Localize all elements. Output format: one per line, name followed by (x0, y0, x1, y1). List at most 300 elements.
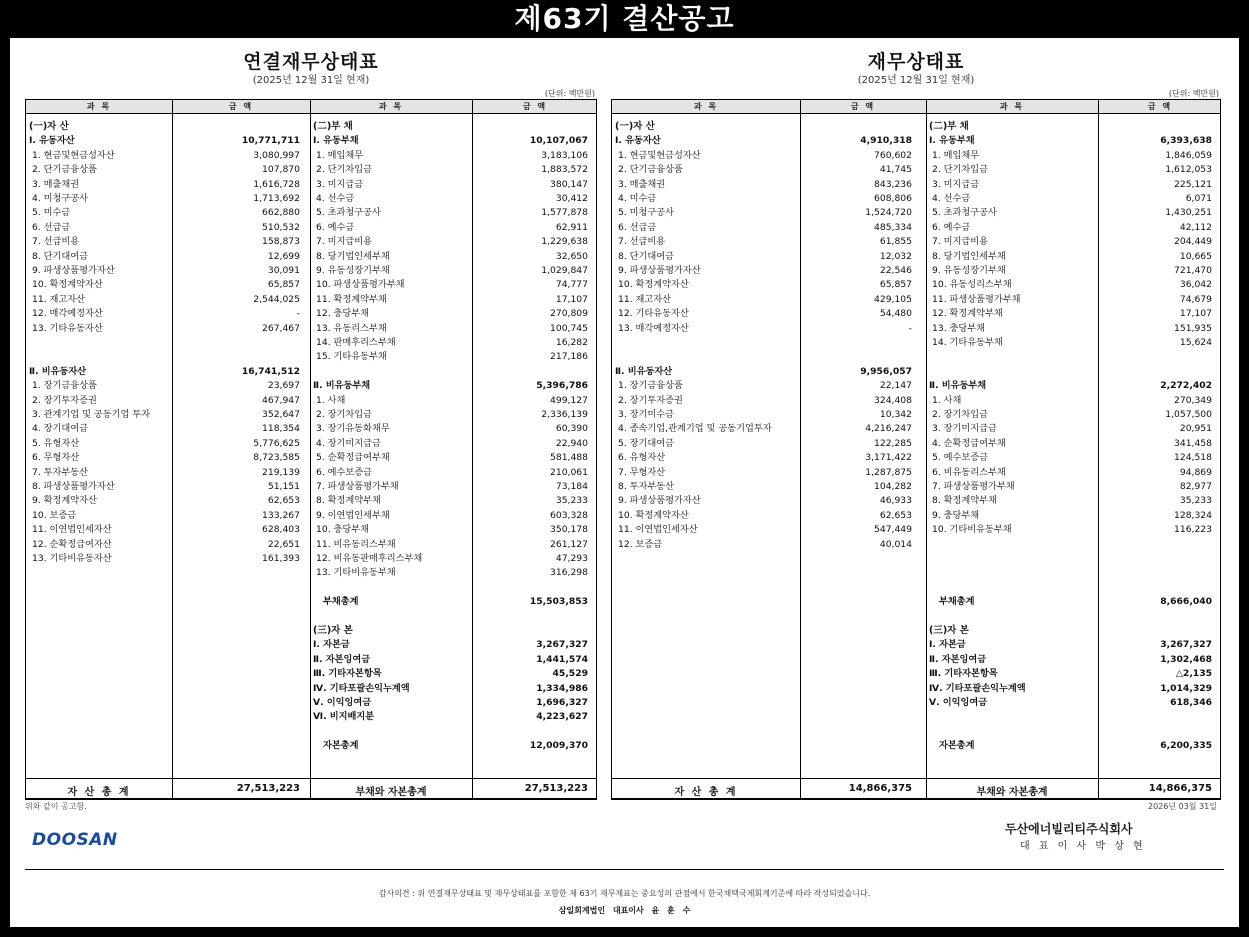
line-item-amount: 2,336,139 (541, 409, 588, 420)
column-divider (472, 779, 473, 799)
line-item-label: 4. 순확정급여부채 (932, 437, 1006, 449)
line-item-label: 7. 파생상품평가부채 (932, 481, 1015, 492)
line-item-label: 1. 장기금융상품 (618, 380, 683, 392)
line-item-label: 9. 충당부채 (932, 509, 980, 521)
line-item-label: 5. 순확정급여부채 (316, 452, 390, 464)
total-assets-label: 자 산 총 계 (67, 787, 131, 798)
line-item-label: Ⅱ. 자본잉여금 (929, 653, 987, 665)
line-item-label: 7. 투자부동산 (32, 466, 89, 478)
line-item-amount: 22,940 (555, 437, 588, 449)
line-item-label: 3. 장기미지급금 (932, 423, 997, 435)
line-item-amount: 22,651 (267, 538, 300, 550)
line-item-label: 1. 현금및현금성자산 (618, 149, 701, 161)
line-item-amount: 65,857 (267, 279, 300, 291)
line-item-amount: 151,935 (1174, 322, 1212, 334)
line-item-label: Ⅴ. 이익잉여금 (313, 697, 372, 708)
line-item-amount: 42,112 (1179, 221, 1212, 233)
total-liab-equity-label: 부채와 자본총계 (976, 787, 1048, 798)
line-item-amount: 9,956,057 (860, 365, 912, 377)
line-item-amount: 8,666,040 (1160, 596, 1212, 608)
line-item-amount: 5,396,786 (536, 380, 588, 392)
line-item-amount: 485,334 (874, 221, 912, 233)
line-item-amount: 1,524,720 (865, 207, 912, 219)
line-item-amount: 1,713,692 (253, 193, 300, 204)
line-item-label: 1. 장기금융상품 (32, 380, 97, 392)
line-item-label: 7. 미지급비용 (316, 236, 373, 248)
line-item-amount: 36,042 (1179, 279, 1212, 291)
line-item-amount: 122,285 (874, 437, 912, 449)
line-item-amount: 219,139 (262, 466, 300, 478)
line-item-label: Ⅰ. 자본금 (929, 639, 966, 651)
notice-date: 2026년 03월 31일 (1148, 802, 1217, 811)
line-item-amount: 499,127 (550, 394, 588, 406)
line-item-amount: 267,467 (262, 322, 300, 334)
line-item-amount: 547,449 (874, 524, 912, 536)
line-item-label: Ⅱ. 비유동자산 (29, 365, 87, 377)
line-item-label: 4. 미수금 (618, 193, 657, 204)
audit-opinion: 감사의견 : 위 연결재무상태표 및 재무상태표를 포함한 제 63기 재무제표는 중요성의 관점에서 한국채택국제회계기준에 따라 작성되었습니다. (378, 889, 871, 898)
line-item-label: Ⅱ. 자본잉여금 (313, 653, 371, 665)
separate-table (611, 99, 1221, 799)
subtotal-label: 자본총계 (939, 740, 975, 752)
line-item-amount: 510,532 (262, 221, 300, 233)
line-item-label: 11. 비유동리스부채 (316, 538, 396, 550)
line-item-amount: 1,014,329 (1160, 682, 1212, 694)
line-item-amount: 618,346 (1170, 697, 1212, 708)
line-item-amount: 324,408 (874, 394, 912, 406)
line-item-amount: 15,624 (1179, 337, 1212, 348)
line-item-amount: 204,449 (1174, 236, 1212, 248)
line-item-amount: 12,009,370 (529, 740, 588, 752)
line-item-label: 6. 예수보증금 (316, 466, 373, 478)
line-item-amount: - (908, 322, 912, 334)
line-item-amount: 341,458 (1174, 437, 1212, 449)
doosan-logo: DOOSAN (32, 830, 118, 850)
line-item-amount: 1,029,847 (541, 265, 588, 276)
line-item-amount: 74,679 (1179, 293, 1212, 305)
line-item-label: 12. 보증금 (618, 538, 663, 550)
line-item-label: 13. 기타비유동부채 (316, 567, 396, 579)
line-item-amount: 316,298 (550, 567, 588, 579)
separate-total-row (611, 778, 1221, 800)
line-item-label: Ⅰ. 유동부채 (929, 135, 975, 147)
line-item-label: 7. 파생상품평가부채 (316, 481, 399, 492)
line-item-label: 8. 단기대여금 (32, 250, 89, 262)
column-divider (926, 100, 927, 798)
line-item-amount: 128,324 (1174, 509, 1212, 521)
line-item-label: 6. 선급금 (618, 221, 657, 233)
separate-title: 재무상태표 (867, 51, 965, 73)
line-item-amount: 1,696,327 (536, 697, 588, 708)
line-item-amount: 82,977 (1179, 481, 1212, 492)
line-item-label: 5. 미수금 (32, 207, 71, 219)
total-liab-equity-label: 부채와 자본총계 (355, 787, 427, 798)
line-item-amount: 30,091 (267, 265, 300, 276)
line-item-amount: 1,441,574 (536, 653, 588, 665)
line-item-amount: 133,267 (262, 509, 300, 521)
consolidated-date: (2025년 12월 31일 현재) (252, 75, 370, 86)
subtotal-label: 부채총계 (939, 596, 975, 608)
line-item-label: 11. 재고자산 (32, 293, 86, 305)
separate-table-header (612, 100, 1220, 114)
header-amount-label: 금 액 (850, 102, 876, 111)
line-item-amount: 62,653 (267, 495, 300, 507)
line-item-amount: 217,186 (550, 351, 588, 363)
line-item-label: 7. 무형자산 (618, 466, 666, 478)
line-item-label: Ⅰ. 유동부채 (313, 135, 359, 147)
line-item-amount: 22,546 (879, 265, 912, 276)
line-item-amount: 54,480 (879, 308, 912, 320)
subtotal-label: 부채총계 (323, 596, 359, 608)
column-divider (800, 779, 801, 799)
line-item-amount: 40,014 (879, 538, 912, 550)
column-divider (1098, 779, 1099, 799)
total-assets-value: 27,513,223 (236, 783, 300, 794)
line-item-label: 3. 매출채권 (618, 178, 666, 190)
line-item-label: 8. 투자부동산 (618, 481, 675, 492)
line-item-amount: 3,183,106 (541, 149, 588, 161)
section-heading: (二)부 채 (313, 121, 353, 132)
line-item-label: 7. 선급비용 (618, 236, 666, 248)
section-heading: (一)자 산 (615, 121, 655, 132)
line-item-label: 9. 파생상품평가자산 (32, 265, 115, 276)
line-item-label: 3. 장기유동화채무 (316, 423, 390, 435)
line-item-label: 8. 확정계약부채 (316, 495, 381, 507)
line-item-label: 2. 단기금융상품 (32, 164, 97, 176)
line-item-amount: 161,393 (262, 553, 300, 564)
consolidated-title: 연결재무상태표 (243, 51, 379, 73)
line-item-amount: 608,806 (874, 193, 912, 204)
line-item-label: 11. 파생상품평가부채 (932, 293, 1021, 305)
line-item-label: 1. 사채 (932, 394, 962, 406)
line-item-label: 8. 확정계약부채 (932, 495, 997, 507)
line-item-label: 11. 확정계약부채 (316, 293, 387, 305)
line-item-amount: 1,612,053 (1165, 164, 1212, 176)
column-divider (310, 100, 311, 798)
line-item-amount: 721,470 (1174, 265, 1212, 276)
section-heading: (三)자 본 (929, 625, 969, 636)
line-item-label: 15. 기타유동부채 (316, 351, 387, 363)
line-item-amount: 10,107,067 (529, 135, 588, 147)
line-item-label: 7. 선급비용 (32, 236, 80, 248)
line-item-amount: 581,488 (550, 452, 588, 464)
line-item-label: 10. 확정계약자산 (618, 509, 689, 521)
line-item-label: 4. 장기미지급금 (316, 437, 381, 449)
line-item-label: 5. 예수보증금 (932, 452, 989, 464)
line-item-label: 6. 비유동리스부채 (932, 466, 1006, 478)
line-item-label: 9. 파생상품평가자산 (618, 265, 701, 276)
section-heading: (二)부 채 (929, 121, 969, 132)
line-item-label: 3. 장기미수금 (618, 409, 675, 420)
line-item-amount: △2,135 (1175, 668, 1212, 680)
line-item-amount: 4,223,627 (536, 711, 588, 723)
line-item-label: 6. 무형자산 (32, 452, 80, 464)
line-item-amount: 3,171,422 (865, 452, 912, 464)
line-item-label: Ⅵ. 비지배지분 (313, 711, 375, 723)
notice-text: 위와 같이 공고함. (25, 802, 87, 811)
line-item-label: Ⅰ. 자본금 (313, 639, 350, 651)
line-item-label: 2. 단기차입금 (932, 164, 989, 176)
line-item-amount: 73,184 (555, 481, 588, 492)
header-item-label: 과 목 (378, 102, 404, 111)
total-assets-label: 자 산 총 계 (674, 787, 738, 798)
line-item-amount: 380,147 (550, 178, 588, 190)
header-item-label: 과 목 (86, 102, 112, 111)
line-item-amount: 8,723,585 (253, 452, 300, 464)
line-item-label: Ⅱ. 비유동부채 (313, 380, 371, 392)
line-item-label: 12. 충당부채 (316, 308, 370, 320)
line-item-label: 10. 보증금 (32, 509, 77, 521)
line-item-label: 1. 현금및현금성자산 (32, 149, 115, 161)
line-item-amount: 6,071 (1185, 193, 1212, 204)
line-item-label: 5. 유형자산 (32, 437, 80, 449)
line-item-label: 2. 장기투자증권 (618, 394, 683, 406)
line-item-label: 6. 선급금 (32, 221, 71, 233)
line-item-amount: 94,869 (1179, 466, 1212, 478)
line-item-label: 3. 관계기업 및 공동기업 투자 (32, 409, 151, 420)
line-item-amount: 1,057,500 (1165, 409, 1212, 420)
line-item-amount: 74,777 (555, 279, 588, 291)
line-item-amount: 158,873 (262, 236, 300, 248)
line-item-amount: 1,287,875 (865, 466, 912, 478)
footer-divider (25, 869, 1224, 870)
line-item-amount: 118,354 (262, 423, 300, 435)
line-item-label: 4. 미청구공사 (32, 193, 89, 204)
line-item-label: 3. 미지급금 (316, 178, 364, 190)
line-item-label: Ⅳ. 기타포괄손익누계액 (313, 682, 410, 694)
line-item-amount: 467,947 (262, 394, 300, 406)
announcement-paper (10, 38, 1239, 927)
header-amount-label: 금 액 (1147, 102, 1173, 111)
line-item-label: Ⅲ. 기타자본항목 (929, 668, 998, 680)
line-item-amount: 10,665 (1179, 250, 1212, 262)
line-item-amount: 62,653 (879, 509, 912, 521)
line-item-label: 2. 단기금융상품 (618, 164, 683, 176)
line-item-label: Ⅳ. 기타포괄손익누계액 (929, 682, 1026, 694)
line-item-amount: 6,393,638 (1160, 135, 1212, 147)
column-divider (172, 100, 173, 798)
line-item-label: 6. 예수금 (932, 221, 971, 233)
line-item-amount: 12,699 (267, 250, 300, 262)
line-item-label: 2. 장기차입금 (316, 409, 373, 420)
line-item-amount: 104,282 (874, 481, 912, 492)
line-item-label: Ⅰ. 유동자산 (615, 135, 661, 147)
line-item-label: 8. 당기법인세부채 (932, 250, 1006, 262)
line-item-amount: 10,342 (879, 409, 912, 420)
line-item-amount: 124,518 (1174, 452, 1212, 464)
line-item-amount: 5,776,625 (253, 437, 300, 449)
line-item-amount: 210,061 (550, 466, 588, 478)
line-item-amount: 261,127 (550, 538, 588, 550)
line-item-label: 8. 당기법인세부채 (316, 250, 390, 262)
line-item-label: Ⅱ. 비유동자산 (615, 365, 673, 377)
line-item-amount: 1,302,468 (1160, 653, 1212, 665)
line-item-label: 3. 매출채권 (32, 178, 80, 190)
auditor-signature: 삼일회계법인 대표이사 윤 훈 수 (558, 906, 691, 915)
total-liab-equity-value: 27,513,223 (524, 783, 588, 794)
line-item-label: 12. 기타유동자산 (618, 308, 689, 320)
line-item-label: 14. 기타유동부채 (932, 337, 1003, 348)
total-assets-value: 14,866,375 (848, 783, 912, 794)
header-item-label: 과 목 (693, 102, 719, 111)
line-item-amount: 12,032 (879, 250, 912, 262)
line-item-label: Ⅴ. 이익잉여금 (929, 697, 988, 708)
separate-date: (2025년 12월 31일 현재) (857, 75, 975, 86)
line-item-amount: 1,334,986 (536, 682, 588, 694)
line-item-amount: 760,602 (874, 149, 912, 161)
separate-unit: (단위: 백만원) (1168, 89, 1219, 98)
line-item-amount: 10,771,711 (241, 135, 300, 147)
line-item-label: 9. 파생상품평가자산 (618, 495, 701, 507)
line-item-amount: 23,697 (267, 380, 300, 392)
line-item-amount: 352,647 (262, 409, 300, 420)
company-name: 두산에너빌리티주식회사 (1005, 822, 1133, 836)
line-item-label: 10. 충당부채 (316, 524, 370, 536)
line-item-label: 1. 사채 (316, 394, 346, 406)
line-item-label: 12. 확정계약부채 (932, 308, 1003, 320)
line-item-label: 2. 장기차입금 (932, 409, 989, 420)
line-item-label: 10. 기타비유동부채 (932, 524, 1012, 536)
line-item-label: 10. 확정계약자산 (618, 279, 689, 291)
line-item-label: 13. 기타비유동자산 (32, 553, 112, 564)
line-item-label: 12. 비유동판매후리스부채 (316, 553, 423, 564)
line-item-label: 5. 초과청구공사 (316, 207, 381, 219)
line-item-label: 9. 유동성장기부채 (316, 265, 390, 276)
line-item-label: 4. 선수금 (932, 193, 971, 204)
line-item-amount: 16,282 (555, 337, 588, 348)
header-amount-label: 금 액 (228, 102, 254, 111)
line-item-amount: 17,107 (555, 293, 588, 305)
line-item-amount: 16,741,512 (241, 365, 300, 377)
line-item-label: 11. 이연법인세자산 (32, 524, 112, 536)
line-item-amount: 3,080,997 (253, 149, 300, 161)
line-item-label: 9. 이연법인세부채 (316, 509, 390, 521)
line-item-amount: 350,178 (550, 524, 588, 536)
line-item-amount: 45,529 (552, 668, 588, 680)
line-item-amount: 100,745 (550, 322, 588, 334)
line-item-label: 13. 매각예정자산 (618, 322, 689, 334)
line-item-amount: 4,910,318 (860, 135, 912, 147)
line-item-amount: 1,229,638 (541, 236, 588, 248)
line-item-label: 9. 유동성장기부채 (932, 265, 1006, 276)
column-divider (472, 100, 473, 798)
line-item-amount: 32,650 (555, 250, 588, 262)
line-item-amount: 662,880 (262, 207, 300, 219)
consolidated-table-header (26, 100, 596, 114)
line-item-amount: 116,223 (1174, 524, 1212, 536)
line-item-label: 3. 미지급금 (932, 178, 980, 190)
line-item-label: Ⅰ. 유동자산 (29, 135, 75, 147)
column-divider (1098, 100, 1099, 798)
column-divider (800, 100, 801, 798)
line-item-label: 13. 유동리스부채 (316, 322, 387, 334)
line-item-label: 2. 장기투자증권 (32, 394, 97, 406)
line-item-label: 10. 확정계약자산 (32, 279, 103, 291)
line-item-label: 4. 선수금 (316, 193, 355, 204)
line-item-amount: 15,503,853 (529, 596, 588, 608)
line-item-amount: 628,403 (262, 524, 300, 536)
header-item-label: 과 목 (999, 102, 1025, 111)
line-item-amount: 20,951 (1179, 423, 1212, 435)
line-item-amount: 47,293 (555, 553, 588, 564)
line-item-amount: 4,216,247 (865, 423, 912, 435)
line-item-amount: 3,267,327 (1160, 639, 1212, 651)
line-item-label: 10. 파생상품평가부채 (316, 279, 405, 291)
line-item-amount: 46,933 (879, 495, 912, 507)
line-item-amount: 1,616,728 (253, 178, 300, 190)
line-item-label: 14. 판매후리스부채 (316, 337, 396, 348)
line-item-amount: 1,430,251 (1165, 207, 1212, 219)
line-item-label: 12. 매각예정자산 (32, 308, 103, 320)
line-item-label: 9. 확정계약자산 (32, 495, 97, 507)
line-item-label: 2. 단기차입금 (316, 164, 373, 176)
line-item-amount: 2,544,025 (253, 293, 300, 305)
column-divider (172, 779, 173, 799)
consolidated-table (25, 99, 597, 799)
line-item-amount: 270,809 (550, 308, 588, 320)
notice-banner-title: 제63기 결산공고 (0, 0, 1249, 38)
line-item-label: 11. 재고자산 (618, 293, 672, 305)
line-item-amount: 1,577,878 (541, 207, 588, 219)
line-item-amount: - (296, 308, 300, 320)
line-item-amount: 51,151 (267, 481, 300, 492)
line-item-label: 6. 유형자산 (618, 452, 666, 464)
line-item-label: 5. 장기대여금 (618, 437, 675, 449)
consolidated-total-row (25, 778, 597, 800)
line-item-label: 10. 유동성리스부채 (932, 279, 1012, 291)
line-item-label: 4. 종속기업,관계기업 및 공동기업투자 (618, 423, 772, 435)
line-item-amount: 225,121 (1174, 178, 1212, 190)
ceo-name: 대 표 이 사 박 상 현 (1020, 841, 1146, 852)
line-item-amount: 41,745 (879, 164, 912, 176)
section-heading: (一)자 산 (29, 121, 69, 132)
line-item-label: Ⅲ. 기타자본항목 (313, 668, 382, 680)
line-item-label: 5. 미청구공사 (618, 207, 675, 219)
line-item-amount: 2,272,402 (1160, 380, 1212, 392)
line-item-amount: 61,855 (879, 236, 912, 248)
total-liab-equity-value: 14,866,375 (1148, 783, 1212, 794)
line-item-amount: 30,412 (555, 193, 588, 204)
line-item-label: 13. 충당부채 (932, 322, 986, 334)
line-item-amount: 1,883,572 (541, 164, 588, 176)
line-item-amount: 3,267,327 (536, 639, 588, 651)
line-item-amount: 22,147 (879, 380, 912, 392)
line-item-amount: 603,328 (550, 509, 588, 521)
line-item-amount: 6,200,335 (1160, 740, 1212, 752)
subtotal-label: 자본총계 (323, 740, 359, 752)
line-item-label: 6. 예수금 (316, 221, 355, 233)
line-item-amount: 107,870 (262, 164, 300, 176)
section-heading: (三)자 본 (313, 625, 353, 636)
line-item-label: 12. 순확정급여자산 (32, 538, 112, 550)
line-item-amount: 35,233 (1179, 495, 1212, 507)
line-item-label: 11. 이연법인세자산 (618, 524, 698, 536)
line-item-label: 7. 미지급비용 (932, 236, 989, 248)
consolidated-unit: (단위: 백만원) (544, 89, 595, 98)
line-item-amount: 270,349 (1174, 394, 1212, 406)
line-item-label: 1. 매입채무 (932, 149, 980, 161)
line-item-amount: 17,107 (1179, 308, 1212, 320)
line-item-label: 8. 파생상품평가자산 (32, 481, 115, 492)
line-item-amount: 843,236 (874, 178, 912, 190)
line-item-amount: 60,390 (555, 423, 588, 435)
line-item-amount: 62,911 (555, 221, 588, 233)
line-item-label: 4. 장기대여금 (32, 423, 89, 435)
line-item-label: 1. 매입채무 (316, 149, 364, 161)
line-item-amount: 1,846,059 (1165, 149, 1212, 161)
line-item-label: 8. 단기대여금 (618, 250, 675, 262)
line-item-label: Ⅱ. 비유동부채 (929, 380, 987, 392)
